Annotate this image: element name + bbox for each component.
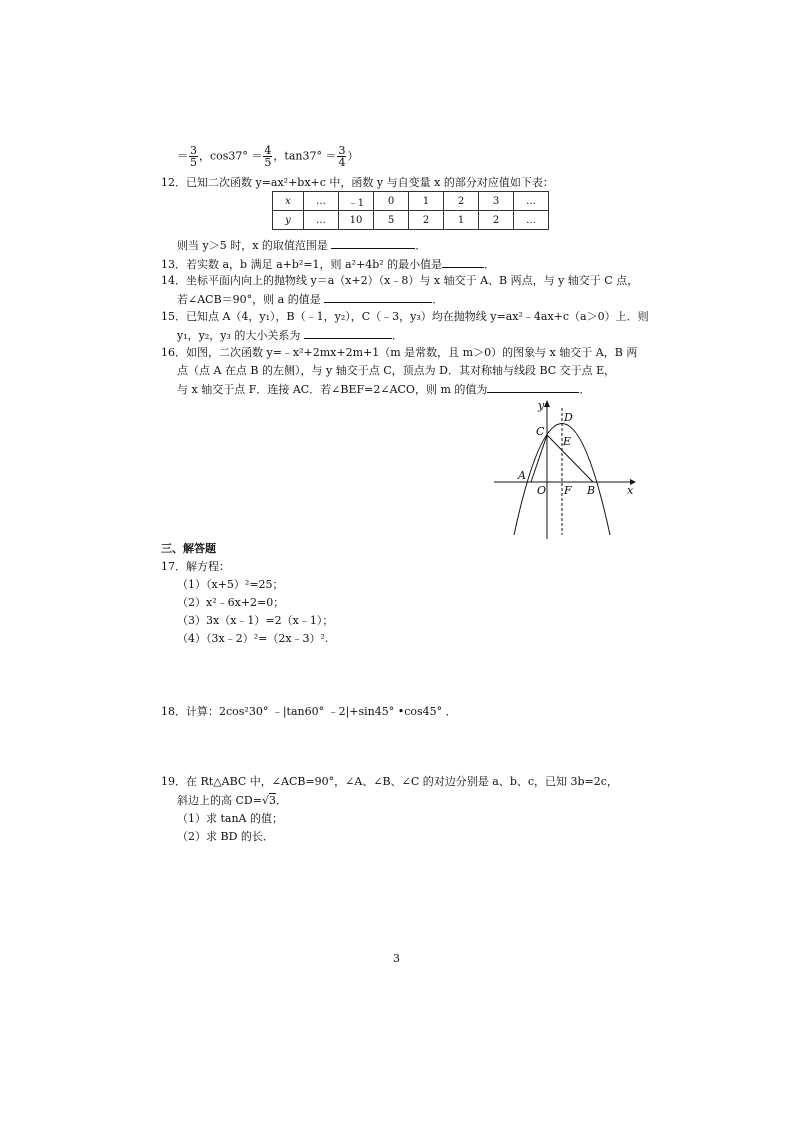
table-cell: ﹣1 — [339, 192, 374, 211]
table-cell: 1 — [444, 211, 479, 230]
table-cell: … — [304, 211, 339, 230]
q18-text: 18．计算：2cos²30° ﹣|tan60° ﹣2|+sin45° •cos45° ． — [161, 705, 457, 718]
page-number: 3 — [393, 952, 400, 965]
table-cell: x — [273, 192, 304, 211]
q19-line2: 斜边上的高 CD=√3． — [177, 794, 287, 807]
label-d: D — [564, 411, 573, 424]
table-cell: 10 — [339, 211, 374, 230]
q17-item: （3）3x（x﹣1）=2（x﹣1）； — [177, 614, 334, 627]
label-f: F — [564, 484, 572, 497]
table-cell: y — [273, 211, 304, 230]
table-row — [273, 211, 549, 230]
q19-item: （1）求 tanA 的值； — [177, 812, 283, 825]
answer-blank[interactable] — [487, 381, 579, 393]
label-b: B — [587, 484, 596, 497]
y-axis-arrow-icon — [544, 400, 550, 407]
q17-item: （4）（3x﹣2）²=（2x﹣3）². — [177, 632, 329, 645]
table-cell: … — [514, 192, 549, 211]
answer-blank[interactable] — [324, 291, 432, 303]
value-table — [272, 191, 549, 230]
parabola-figure — [490, 395, 650, 545]
table-cell: 5 — [374, 211, 409, 230]
q14-line2: 若∠ACB＝90°，则 a 的值是 ． — [177, 293, 444, 306]
q17-item: （2）x²﹣6x+2=0； — [177, 596, 285, 609]
table-cell: 2 — [409, 211, 444, 230]
table-cell: … — [304, 192, 339, 211]
fraction-4-5: $\frac{4}{5}$ — [264, 144, 272, 169]
fraction-3-5: $\frac{3}{5}$ — [190, 144, 197, 169]
q17-item: （1）（x+5）²=25； — [177, 578, 284, 591]
q19-item: （2）求 BD 的长． — [177, 830, 274, 843]
q11-tail: ＝ $\frac{3}{5}$ ，cos37° ＝ $\frac{4}{5}$ ，tan37° ＝ $\frac{3}{4}$ ） — [177, 144, 359, 169]
label-x: x — [627, 484, 634, 497]
table-cell: 2 — [479, 211, 514, 230]
label-y: y — [538, 399, 545, 412]
q19-line1: 19．在 Rt△ABC 中，∠ACB=90°，∠A、∠B、∠C 的对边分别是 a、b、c，已知 3b=2c， — [161, 775, 618, 788]
table-row — [273, 192, 549, 211]
label-e: E — [563, 435, 572, 448]
table-cell: 1 — [409, 192, 444, 211]
section-title: 三、解答题 — [161, 542, 216, 555]
q13-text: 13．若实数 a，b 满足 a+b²=1，则 a²+4b² 的最小值是 ． — [161, 258, 496, 271]
sqrt-symbol: √ — [261, 794, 269, 807]
q16-line2: 点（点 A 在点 B 的左侧），与 y 轴交于点 C，顶点为 D．其对称轴与线段 BC 交于点 E， — [177, 364, 616, 377]
q17-title: 17．解方程： — [161, 560, 230, 573]
segment-ac — [531, 435, 547, 482]
answer-blank[interactable] — [304, 327, 392, 339]
table-cell: 0 — [374, 192, 409, 211]
q12-text: 12．已知二次函数 y=ax²+bx+c 中，函数 y 与自变量 x 的部分对应值如下表： — [161, 176, 554, 189]
answer-blank[interactable] — [442, 256, 484, 268]
q15-line2: y₁，y₂，y₃ 的大小关系为 ． — [177, 329, 403, 342]
fraction-3-4: $\frac{3}{4}$ — [338, 144, 346, 169]
q16-line3: 与 x 轴交于点 F．连接 AC．若∠BEF=2∠ACO，则 m 的值为 ． — [177, 383, 591, 396]
label-a: A — [518, 469, 526, 482]
label-c: C — [536, 425, 545, 438]
label-o: O — [537, 484, 547, 497]
table-cell: … — [514, 211, 549, 230]
q12-tail: 则当 y＞5 时，x 的取值范围是 ． — [177, 239, 427, 252]
table-cell: 2 — [444, 192, 479, 211]
q16-line1: 16．如图，二次函数 y=﹣x²+2mx+2m+1（m 是常数，且 m＞0）的图象与 x 轴交于 A，B 两 — [161, 346, 638, 359]
q15-line1: 15．已知点 A（4，y₁），B（﹣1，y₂），C（﹣3，y₃）均在抛物线 y=ax²﹣4ax+c（a＞0）上．则 — [161, 310, 649, 323]
table-cell: 3 — [479, 192, 514, 211]
sqrt-radicand: 3 — [268, 794, 276, 807]
q14-line1: 14．坐标平面内向上的抛物线 y＝a（x+2）（x﹣8）与 x 轴交于 A、B 两点，与 y 轴交于 C 点， — [161, 274, 639, 287]
answer-blank[interactable] — [331, 237, 415, 249]
